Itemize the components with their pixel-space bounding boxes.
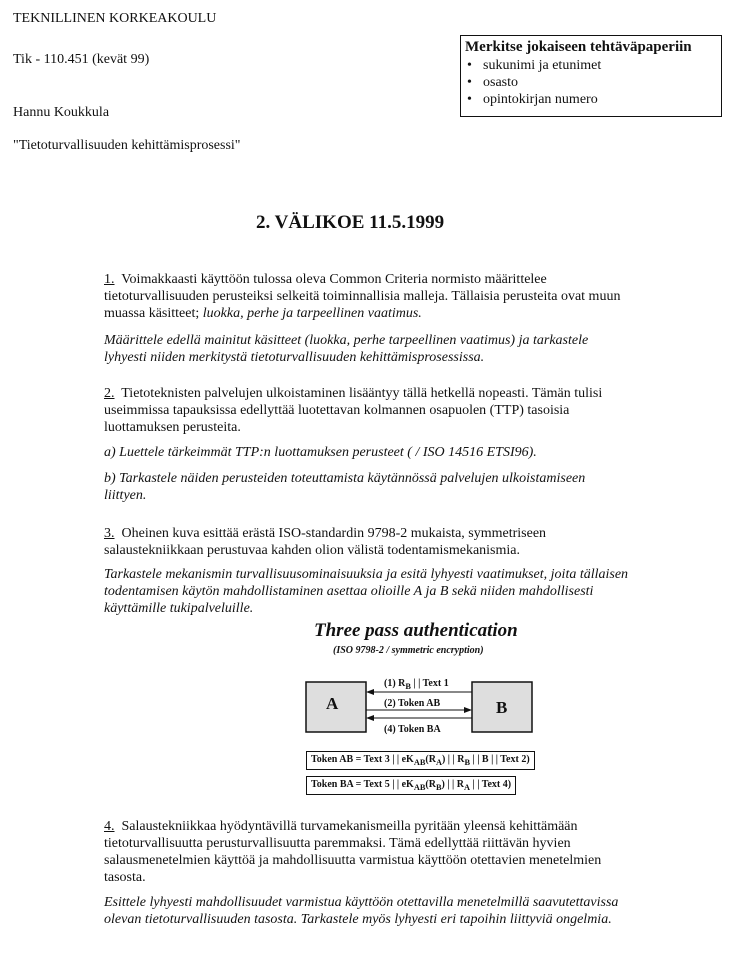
course-code: Tik - 110.451 (kevät 99)	[13, 52, 150, 67]
question-text: tasosta.	[104, 870, 146, 885]
party-b-label: B	[496, 698, 508, 717]
message-2-label: (2) Token AB	[384, 698, 441, 709]
question-4-task: Esittele lyhyesti mahdollisuudet varmistua käyttöön otettavilla menetelmillä saavutettavissa olevan tietoturvallisuuden tasosta. Tarkastele myös lyhyesti eri tapoihin liittyviä ongelmia.	[104, 895, 619, 927]
diagram-title: Three pass authentication	[314, 620, 518, 641]
question-1-task: Määrittele edellä mainitut käsitteet (luokka, perhe tarpeellinen vaatimus) ja tarkastele lyhyesti niiden merkitystä tietoturvallisuuden kehittämisprosessissa.	[104, 333, 589, 365]
question-text: salaustekniikkaan perustuvaa kahden olion välistä todentamismekanismia.	[104, 543, 521, 558]
notice-item: • sukunimi ja etunimet	[483, 57, 717, 74]
question-text: muassa käsitteet; luokka, perhe ja tarpeellinen vaatimus.	[104, 306, 422, 321]
notice-box	[460, 35, 722, 117]
question-2	[104, 385, 704, 436]
question-2b: b) Tarkastele näiden perusteiden toteuttamista käytännössä palvelujen ulkoistamiseen liittyen.	[104, 471, 586, 503]
question-text: tietoturvallisuuden perusteiksi selkeitä toiminnallisia malleja. Tällaisia perusteita ovat muun	[104, 289, 621, 304]
token-ba-definition: Token BA = Text 5 | | $eK_{AB}(R_B)$ | | $R_A$ | | Text 4)	[306, 776, 516, 795]
message-1-label: (1) $R_B$ | | Text 1	[384, 678, 449, 691]
question-1	[104, 271, 704, 322]
question-number: 4.	[104, 819, 115, 834]
question-number: 3.	[104, 526, 115, 541]
arrowhead-right	[464, 707, 472, 713]
token-ab-definition: Token AB = Text 3 | | $eK_{AB}(R_A)$ | | $R_B$ | | B | | Text 2)	[306, 751, 535, 770]
question-text: salausmenetelmien käyttöä ja mahdollisuutta varmistua käyttöön otettavien menetelmien	[104, 853, 602, 868]
course-title: "Tietoturvallisuuden kehittämisprosessi"	[13, 138, 241, 153]
notice-item: • opintokirjan numero	[483, 91, 717, 108]
lecturer-name: Hannu Koukkula	[13, 105, 110, 120]
question-text: Voimakkaasti käyttöön tulossa oleva Common Criteria normisto määrittelee	[121, 272, 547, 287]
question-text: useimmissa tapauksissa edellyttää luotettavan kolmannen osapuolen (TTP) tasoisia	[104, 403, 570, 418]
notice-list	[465, 57, 717, 108]
arrowhead-left	[366, 715, 374, 721]
question-4	[104, 818, 704, 886]
question-2a: a) Luettele tärkeimmät TTP:n luottamuksen perusteet ( / ISO 14516 ETSI96).	[104, 445, 537, 460]
question-3	[104, 525, 704, 559]
notice-item: • osasto	[483, 74, 717, 91]
question-text: luottamuksen perusteita.	[104, 420, 241, 435]
notice-title: Merkitse jokaiseen tehtäväpaperiin	[465, 39, 692, 55]
question-number: 2.	[104, 386, 115, 401]
diagram-subtitle: (ISO 9798-2 / symmetric encryption)	[333, 645, 484, 656]
arrowhead-left	[366, 689, 374, 695]
question-text: Tietoteknisten palvelujen ulkoistaminen lisääntyy tällä hetkellä nopeasti. Tämän tulisi	[121, 386, 603, 401]
question-number: 1.	[104, 272, 115, 287]
question-3-task: Tarkastele mekanismin turvallisuusominaisuuksia ja esitä lyhyesti vaatimukset, joita tällaisen todentamisen käytön mahdollistaminen asettaa olioille A ja B sekä niiden mahdollisesti käyttämille tukipalveluille.	[104, 567, 629, 616]
question-text: tietoturvallisuutta perusturvallisuutta paremmaksi. Tämä edellyttää riittävän hyvien	[104, 836, 571, 851]
institution-name: TEKNILLINEN KORKEAKOULU	[13, 11, 217, 26]
question-text: Oheinen kuva esittää erästä ISO-standardin 9798-2 mukaista, symmetriseen	[121, 526, 547, 541]
exam-title: 2. VÄLIKOE 11.5.1999	[256, 212, 445, 233]
party-a-label: A	[326, 694, 339, 713]
message-4-label: (4) Token BA	[384, 724, 441, 735]
question-text: Salaustekniikkaa hyödyntävillä turvamekanismeilla pyritään yleensä kehittämään	[121, 819, 578, 834]
